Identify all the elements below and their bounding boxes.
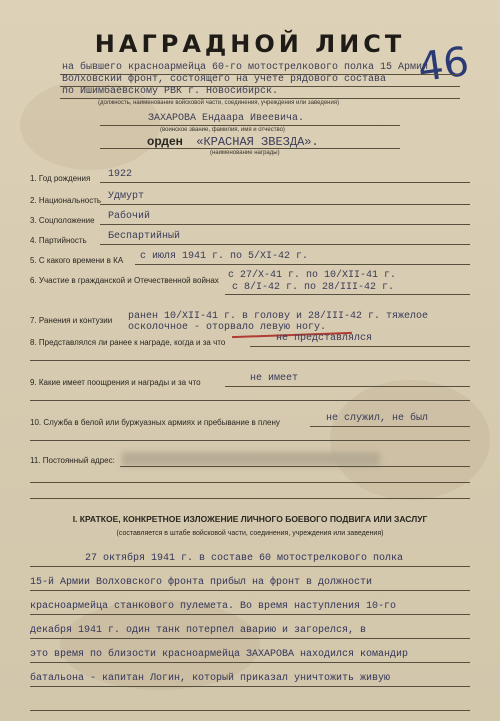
header-line: на бывшего красноармейца 60-го мотострелкового полка 15 Армии xyxy=(62,62,429,73)
order-line xyxy=(147,134,319,149)
field-value-war-participation-2: с 8/I-42 г. по 28/III-42 г. xyxy=(232,282,395,293)
rule xyxy=(30,686,470,687)
header-caption: (должность, наименование войсковой части, соединения, учреждения или заведения) xyxy=(98,100,340,106)
rule xyxy=(60,98,460,99)
field-label-white-army: 10. Служба в белой или буржуазных армиях и пребывание в плену xyxy=(30,418,280,427)
section-subtitle: (составляется в штабе войсковой части, соединения, учреждения или заведения) xyxy=(116,530,384,537)
field-label-address: 11. Постоянный адрес: xyxy=(30,456,115,465)
redacted-address xyxy=(122,452,380,466)
field-value-nationality: Удмурт xyxy=(108,191,145,202)
field-value-war-participation: с 27/X-41 г. по 10/XII-41 г. xyxy=(228,270,397,281)
field-value-social-status: Рабочий xyxy=(108,211,151,222)
field-label-honors: 9. Какие имеет поощрения и награды и за что xyxy=(30,378,201,387)
story-line: красноармейца станкового пулемета. Во время наступления 10-го xyxy=(30,601,397,612)
field-value-prior-award: не представлялся xyxy=(276,333,373,344)
rule xyxy=(30,400,470,401)
rule xyxy=(225,294,470,295)
recipient-name: ЗАХАРОВА Ендаара Ивеевича. xyxy=(148,113,305,124)
story-line: это время по близости красноармейца ЗАХАРОВА находился командир xyxy=(30,649,409,660)
rule xyxy=(30,482,470,483)
rule xyxy=(100,125,400,126)
field-label-wounds: 7. Ранения и контузии xyxy=(30,316,113,325)
rule xyxy=(100,182,470,183)
field-value-wounds-2: осколочное - оторвало левую ногу. xyxy=(128,322,327,333)
rule xyxy=(120,466,470,467)
field-label-prior-award: 8. Представлялся ли ранее к награде, когда и за что xyxy=(30,338,226,347)
field-label-birth-year: 1. Год рождения xyxy=(30,174,91,183)
rule xyxy=(225,386,470,387)
field-value-army-since: с июля 1941 г. по 5/XI-42 г. xyxy=(140,251,309,262)
rule xyxy=(30,614,470,615)
rule xyxy=(30,710,470,711)
field-value-birth-year: 1922 xyxy=(108,169,133,180)
rule xyxy=(100,204,470,205)
rule xyxy=(30,662,470,663)
field-label-party: 4. Партийность xyxy=(30,236,87,245)
field-value-white-army: не служил, не был xyxy=(326,413,429,424)
story-line: декабря 1941 г. один танк потерпел аварию и загорелся, в xyxy=(30,625,367,636)
field-label-war-participation: 6. Участие в гражданской и Отечественной войнах xyxy=(30,276,219,285)
rule xyxy=(30,566,470,567)
field-value-honors: не имеет xyxy=(250,373,299,384)
story-line: 27 октября 1941 г. в составе 60 мотострелкового полка xyxy=(85,553,404,564)
rule xyxy=(30,498,470,499)
name-caption: (воинское звание, фамилия, имя и отчество) xyxy=(160,127,285,133)
story-line: батальона - капитан Логин, который приказал уничтожить живую xyxy=(30,673,391,684)
order-caption: (наименование награды) xyxy=(210,150,280,156)
handwritten-number: 46 xyxy=(415,38,472,92)
header-line: по Ишимбаевскому РВК г. Новосибирск. xyxy=(62,86,279,97)
rule xyxy=(100,224,470,225)
rule xyxy=(100,244,470,245)
rule xyxy=(250,346,470,347)
header-line: Волховский фронт, состоящего на учете рядового состава xyxy=(62,74,387,85)
document-title: НАГРАДНОЙ ЛИСТ xyxy=(94,30,406,58)
rule xyxy=(30,440,470,441)
rule xyxy=(310,426,470,427)
rule xyxy=(30,638,470,639)
section-title: I. КРАТКОЕ, КОНКРЕТНОЕ ИЗЛОЖЕНИЕ ЛИЧНОГО БОЕВОГО ПОДВИГА ИЛИ ЗАСЛУГ xyxy=(72,514,428,524)
rule xyxy=(30,360,470,361)
field-label-nationality: 2. Национальность xyxy=(30,196,102,205)
field-value-wounds: ранен 10/XII-41 г. в голову и 28/III-42 г. тяжелое xyxy=(128,311,429,322)
story-line: 15-й Армии Волховского фронта прибыл на фронт в должности xyxy=(30,577,373,588)
field-value-party: Беспартийный xyxy=(108,231,181,242)
order-name: «КРАСНАЯ ЗВЕЗДА». xyxy=(196,135,319,149)
field-label-social-status: 3. Соцположение xyxy=(30,216,95,225)
rule xyxy=(30,590,470,591)
order-prefix: орден xyxy=(147,134,183,148)
rule xyxy=(135,264,470,265)
rule xyxy=(100,148,400,149)
field-label-army-since: 5. С какого времени в КА xyxy=(30,256,124,265)
